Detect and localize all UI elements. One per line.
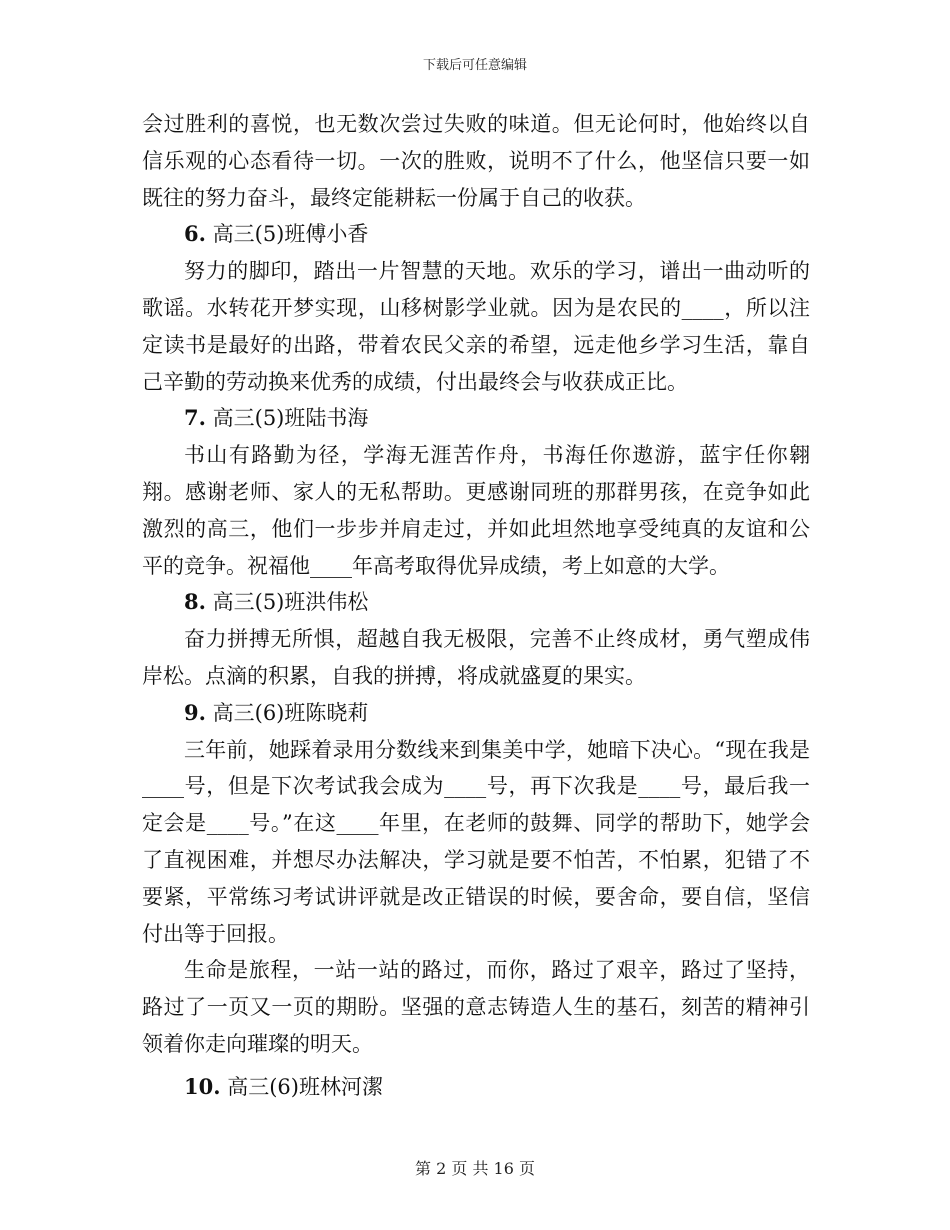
body-paragraph: 三年前，她踩着录用分数线来到集美中学，她暗下决心。“现在我是____号，但是下次考试我会成为____号，再下次我是____号，最后我一定会是____号。”在这____年里，在老师的鼓舞、同学的帮助下，她学会了直视困难，并想尽办法解决，学习就是要不怕苦，不怕累，犯错了不要紧，平常练习考试讲评就是改正错误的时候，要舍命，要自信，坚信付出等于回报。 (142, 737, 810, 946)
section-title: 高三(5)班傅小香 (212, 222, 369, 247)
body-paragraph: 努力的脚印，踏出一片智慧的天地。欢乐的学习，谱出一曲动听的歌谣。水转花开梦实现，山移树影学业就。因为是农民的____，所以注定读书是最好的出路，带着农民父亲的希望，远走他乡学习生活，靠自己辛勤的劳动换来优秀的成绩，付出最终会与收获成正比。 (142, 259, 810, 394)
continued-paragraph: 会过胜利的喜悦，也无数次尝过失败的味道。但无论何时，他始终以自信乐观的心态看待一切。一次的胜败，说明不了什么，他坚信只要一如既往的努力奋斗，最终定能耕耘一份属于自己的收获。 (142, 112, 810, 210)
section-number: 7. (184, 405, 206, 431)
section-heading-7 (142, 400, 810, 437)
section-number: 6. (184, 221, 206, 247)
body-paragraph: 生命是旅程，一站一站的路过，而你，路过了艰辛，路过了坚持，路过了一页又一页的期盼。坚强的意志铸造人生的基石，刻苦的精神引领着你走向璀璨的明天。 (142, 958, 810, 1056)
section-number: 8. (184, 589, 206, 615)
section-title: 高三(6)班林河潔 (227, 1074, 383, 1099)
page-header: 下载后可任意编辑 (422, 58, 527, 73)
section-title: 高三(6)班陈晓莉 (212, 700, 369, 725)
body-paragraph: 奋力拼搏无所惧，超越自我无极限，完善不止终成材，勇气塑成伟岸松。点滴的积累，自我的拼搏，将成就盛夏的果实。 (142, 627, 810, 688)
section-heading-9 (142, 695, 810, 732)
page-footer: 第 2 页 共 16 页 (415, 1159, 535, 1178)
body-paragraph: 书山有路勤为径，学海无涯苦作舟，书海任你遨游，蓝宇任你翱翔。感谢老师、家人的无私帮助。更感谢同班的那群男孩，在竞争如此激烈的高三，他们一步步并肩走过，并如此坦然地享受纯真的友谊和公平的竞争。祝福他____年高考取得优异成绩，考上如意的大学。 (142, 443, 810, 578)
section-heading-10 (142, 1069, 810, 1106)
section-number: 10. (184, 1073, 221, 1099)
section-heading-6 (142, 216, 810, 253)
section-title: 高三(5)班陆书海 (212, 406, 369, 431)
document-body (142, 106, 810, 1106)
section-title: 高三(5)班洪伟松 (212, 590, 369, 615)
section-heading-8 (142, 584, 810, 621)
section-number: 9. (184, 699, 206, 725)
